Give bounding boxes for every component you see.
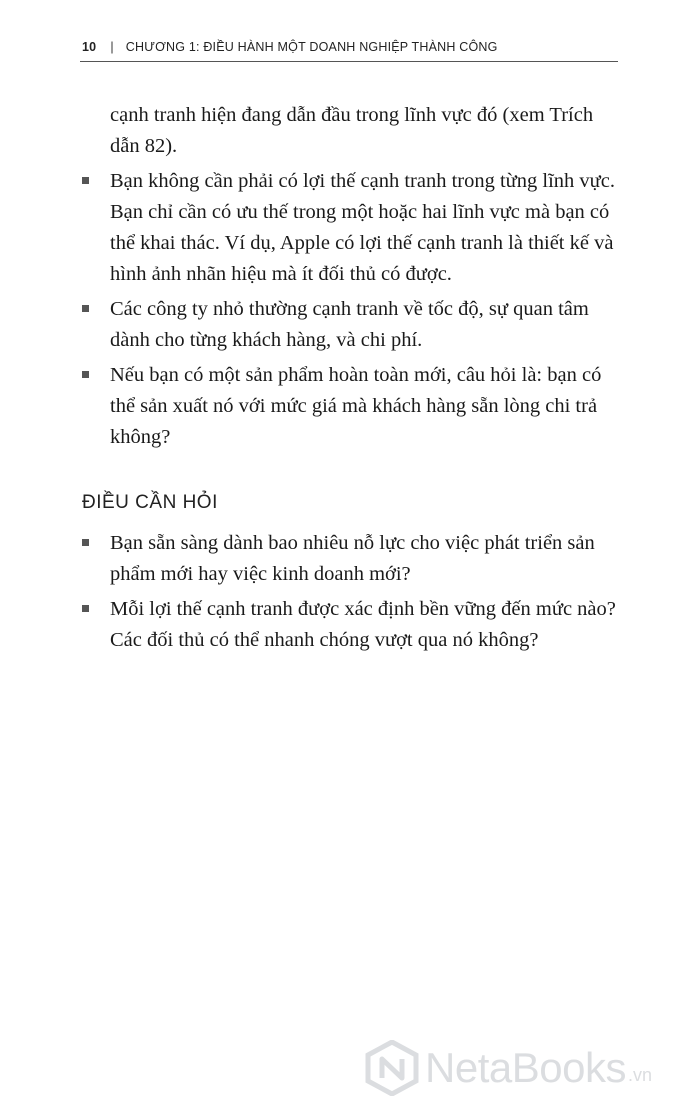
watermark-tld: .vn [627, 1065, 652, 1085]
page-body [80, 100, 625, 660]
watermark [365, 1040, 652, 1096]
netabooks-logo-icon [365, 1040, 419, 1096]
header-rule [80, 61, 618, 62]
list-item-text: Bạn sẵn sàng dành bao nhiêu nỗ lực cho việc phát triển sản phẩm mới hay việc kinh doanh mới? [110, 532, 595, 585]
header-separator: | [110, 40, 114, 54]
watermark-brand: NetaBooks [425, 1044, 626, 1091]
list-item [80, 360, 625, 453]
square-bullet-icon [82, 371, 89, 378]
running-header [82, 40, 618, 54]
list-item-text: Các công ty nhỏ thường cạnh tranh về tốc độ, sự quan tâm dành cho từng khách hàng, và chi phí. [110, 298, 589, 351]
list-item [80, 166, 625, 290]
section-heading: ĐIỀU CẦN HỎI [82, 492, 218, 513]
page-number: 10 [82, 40, 97, 54]
list-item-text: Mỗi lợi thế cạnh tranh được xác định bền vững đến mức nào? Các đối thủ có thể nhanh chóng vượt qua nó không? [110, 598, 616, 651]
list-item-text: Bạn không cần phải có lợi thế cạnh tranh trong từng lĩnh vực. Bạn chỉ cần có ưu thế trong một hoặc hai lĩnh vực mà bạn có thể khai thác. Ví dụ, Apple có lợi thế cạnh tranh là thiết kế và hình ảnh nhãn hiệu mà ít đối thủ có được. [110, 170, 616, 285]
square-bullet-icon [82, 305, 89, 312]
list-item-text: Nếu bạn có một sản phẩm hoàn toàn mới, câu hỏi là: bạn có thể sản xuất nó với mức giá mà khách hàng sẵn lòng chi trả không? [110, 364, 602, 448]
square-bullet-icon [82, 177, 89, 184]
continuation-paragraph: cạnh tranh hiện đang dẫn đầu trong lĩnh vực đó (xem Trích dẫn 82). [110, 104, 594, 157]
square-bullet-icon [82, 539, 89, 546]
square-bullet-icon [82, 605, 89, 612]
list-item [80, 528, 625, 590]
list-item [80, 594, 625, 656]
chapter-title: CHƯƠNG 1: ĐIỀU HÀNH MỘT DOANH NGHIỆP THÀNH CÔNG [125, 40, 498, 54]
list-item [80, 294, 625, 356]
